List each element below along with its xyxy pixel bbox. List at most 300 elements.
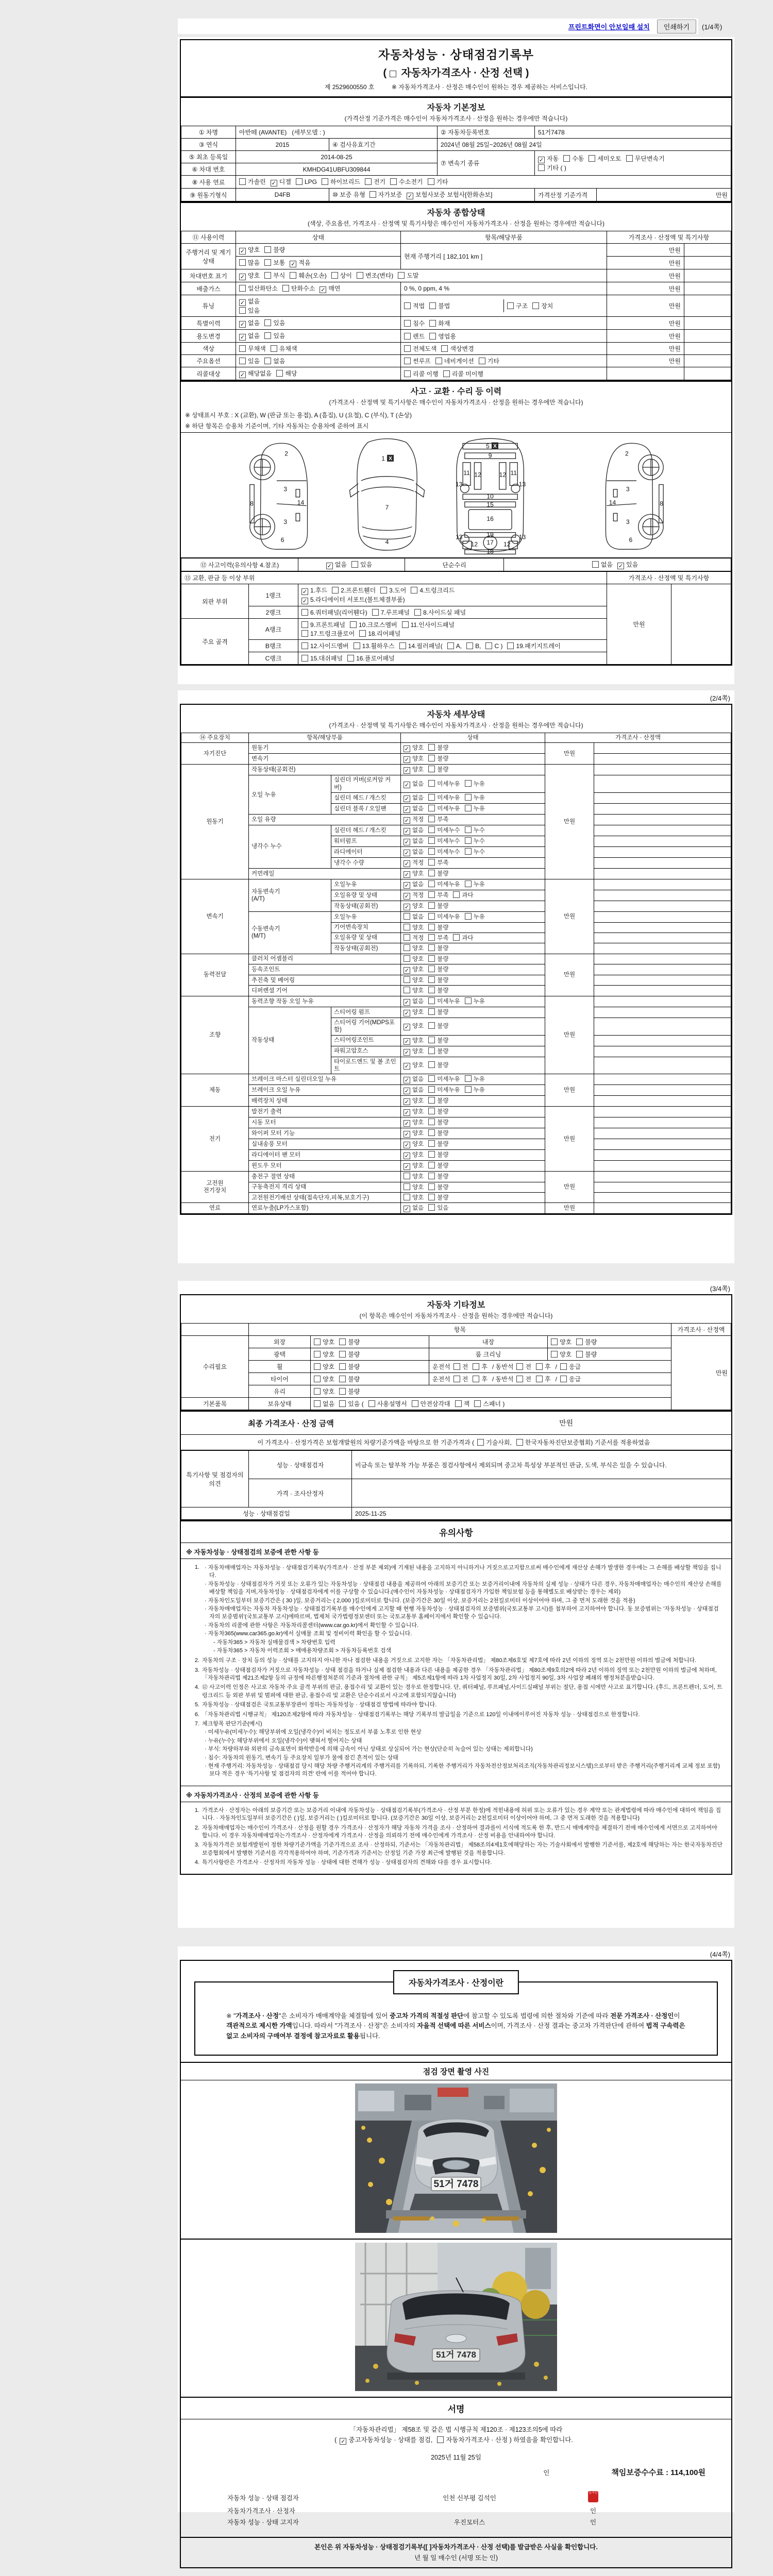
checkbox[interactable] [314, 1338, 321, 1345]
checkbox[interactable] [264, 319, 271, 326]
diagram-zone-number: 12 [503, 540, 511, 548]
checkbox[interactable] [412, 1400, 418, 1407]
tire-options [311, 1373, 429, 1385]
rank1-label: 1랭크 [249, 584, 298, 606]
checkbox[interactable] [428, 944, 435, 951]
checkbox[interactable]: ✓ [341, 2438, 346, 2445]
checkbox[interactable] [465, 997, 472, 1004]
checkbox[interactable] [404, 333, 411, 340]
checkbox[interactable]: ✓ [240, 321, 245, 328]
checkbox[interactable] [264, 332, 271, 339]
mileage-status-options [236, 244, 401, 257]
checkbox[interactable]: ✓ [404, 828, 410, 835]
checkbox[interactable]: ✓ [404, 1024, 410, 1031]
checkbox[interactable] [339, 1351, 346, 1358]
checkbox[interactable] [626, 155, 633, 162]
checkbox[interactable] [404, 924, 410, 930]
appraisal-definition-box [194, 1981, 718, 2056]
checkbox-label: 응급 [568, 1376, 581, 1383]
checkbox[interactable] [465, 837, 472, 844]
status-options [401, 815, 545, 825]
simple-repair-label: 단순수리 [405, 558, 504, 571]
checkbox[interactable] [437, 2436, 444, 2443]
diagram-zone-number: 12 [470, 540, 478, 548]
checkbox[interactable] [331, 272, 338, 279]
checkbox[interactable]: ✓ [408, 193, 413, 199]
checkbox[interactable] [485, 642, 492, 649]
checkbox[interactable] [351, 561, 358, 568]
checkbox[interactable] [453, 891, 460, 898]
checkbox[interactable] [402, 621, 409, 628]
checkbox-label: 14.필러패널( [408, 642, 443, 650]
checkbox[interactable] [290, 272, 296, 279]
diagram-zone-number: 11 [463, 469, 470, 477]
checkbox[interactable] [465, 826, 472, 833]
memo-cell [684, 330, 731, 343]
checkbox[interactable] [465, 1086, 472, 1093]
checkbox[interactable] [359, 630, 366, 637]
checkbox-label: 구조 [516, 302, 528, 310]
notice-title: 유의사항 [181, 1520, 731, 1543]
checkbox[interactable] [560, 1376, 567, 1382]
checkbox-label: 불량 [437, 924, 449, 931]
checkbox[interactable] [380, 587, 387, 594]
checkbox[interactable] [428, 1008, 435, 1015]
checkbox[interactable] [435, 358, 442, 364]
checkbox[interactable] [447, 642, 454, 649]
checkbox[interactable] [404, 320, 411, 327]
checkbox[interactable] [516, 1376, 523, 1382]
checkbox[interactable] [372, 609, 379, 616]
checkbox[interactable] [404, 944, 410, 951]
checkbox[interactable] [239, 259, 246, 266]
checkbox[interactable]: ✓ [404, 968, 410, 974]
checkbox[interactable] [428, 837, 435, 844]
checkbox[interactable] [404, 358, 411, 364]
status-options [401, 890, 545, 901]
checkbox[interactable] [239, 178, 246, 185]
checkbox[interactable] [538, 164, 545, 171]
checkbox[interactable] [264, 272, 271, 279]
checkbox-label: 있음 [273, 319, 285, 327]
checkbox[interactable] [428, 955, 435, 962]
checkbox[interactable] [314, 1363, 321, 1370]
special-history-label: 특별이력 [181, 317, 236, 330]
checkbox[interactable] [301, 609, 308, 616]
checkbox-label: 불량 [348, 1363, 360, 1370]
checkbox[interactable] [404, 955, 410, 962]
checkbox[interactable] [428, 870, 435, 876]
rank1-options [298, 584, 607, 606]
checkbox[interactable] [455, 1400, 462, 1407]
checkbox[interactable] [428, 1173, 435, 1179]
inspection-item-label: 냉각수 누수 [249, 825, 331, 869]
checkbox[interactable] [428, 1183, 435, 1190]
checkbox[interactable] [453, 934, 460, 941]
notice-bullet: · 자동차매매업자는 자동차성능 · 상태점검기록부(가격조사 · 산정 부분 제외)에 기재된 내용을 고지하지 아니하거나 거짓으로고지함으로써 매수인에게 재산상 손해가 발생한 경우에는 그 손해를 배상할 책임을 집니다. [205, 1565, 721, 1579]
checkbox[interactable] [428, 924, 435, 930]
outer-panel-label: 외판 부위 [181, 584, 249, 619]
checkbox[interactable]: ✓ [618, 563, 624, 569]
checkbox[interactable] [390, 178, 397, 185]
checkbox[interactable] [428, 997, 435, 1004]
checkbox[interactable] [474, 1400, 481, 1407]
checkbox[interactable]: ✓ [327, 563, 332, 569]
install-print-helper-link[interactable]: 프린트화면이 안보일때 설치 [568, 23, 650, 31]
checkbox[interactable] [301, 630, 308, 637]
checkbox[interactable] [332, 587, 339, 594]
checkbox-label: 있음 ( [348, 1400, 364, 1408]
checkbox[interactable]: ✓ [404, 1131, 410, 1138]
checkbox[interactable] [369, 191, 376, 198]
checkbox[interactable] [428, 987, 435, 993]
checkbox[interactable] [563, 155, 570, 162]
memo-cell [594, 825, 731, 836]
appraisal-definition-title: 자동차가격조사 · 산정이란 [393, 1970, 519, 1994]
print-toolbar [178, 19, 698, 34]
checkbox[interactable] [428, 880, 435, 887]
checkbox[interactable] [429, 333, 436, 340]
checkbox[interactable] [507, 642, 514, 649]
checkbox[interactable] [271, 345, 277, 352]
checkbox[interactable] [339, 1388, 346, 1395]
checkbox[interactable]: ✓ [404, 1077, 410, 1084]
checkbox[interactable] [576, 1351, 583, 1358]
checkbox[interactable]: ✓ [404, 850, 410, 857]
checkbox[interactable] [428, 805, 435, 811]
checkbox[interactable] [428, 744, 435, 751]
checkbox[interactable] [428, 1047, 435, 1054]
checkbox[interactable] [428, 1204, 435, 1211]
checkbox-label: 미세누유 [437, 998, 460, 1005]
checkbox[interactable]: ✓ [404, 1010, 410, 1016]
opinion-label: 특기사항 및 점검자의 의견 [181, 1450, 249, 1507]
checkbox[interactable]: ✓ [404, 796, 410, 803]
checkbox[interactable] [414, 609, 421, 616]
checkbox[interactable] [301, 621, 308, 628]
checkbox[interactable]: ✓ [302, 598, 308, 604]
checkbox[interactable]: ✓ [240, 248, 245, 255]
checkbox[interactable] [404, 934, 410, 941]
checkbox-label: 양호 [323, 1363, 335, 1370]
checkbox-label: 무단변속기 [634, 155, 665, 162]
checkbox[interactable] [479, 358, 485, 364]
checkbox[interactable] [466, 642, 473, 649]
checkbox[interactable] [239, 358, 246, 364]
checkbox[interactable] [428, 859, 435, 866]
checkbox[interactable] [429, 302, 436, 309]
checkbox[interactable]: ✓ [404, 872, 410, 878]
checkbox[interactable] [465, 780, 472, 787]
checkbox[interactable] [428, 766, 435, 772]
price-cell: 만원 [607, 317, 684, 330]
checkbox[interactable] [365, 178, 372, 185]
checkbox[interactable] [296, 178, 303, 185]
checkbox[interactable] [428, 934, 435, 941]
checkbox[interactable] [239, 345, 246, 352]
checkbox[interactable] [339, 1400, 346, 1407]
checkbox[interactable] [339, 1376, 346, 1382]
wheel-options [311, 1361, 429, 1373]
checkbox[interactable]: ✓ [404, 1206, 410, 1213]
checkbox[interactable] [350, 621, 357, 628]
checkbox[interactable] [428, 965, 435, 972]
signature-rows [191, 2491, 721, 2527]
checkbox[interactable] [428, 1075, 435, 1082]
checkbox-label: 9.프론트패널 [310, 621, 345, 629]
checkbox[interactable] [465, 1075, 472, 1082]
checkbox[interactable] [465, 880, 472, 887]
checkbox[interactable] [239, 285, 246, 292]
checkbox[interactable]: ✓ [404, 904, 410, 911]
diagram-zone-number: 3 [626, 518, 630, 526]
checkbox[interactable]: ✓ [404, 757, 410, 764]
checkbox-label: 영업용 [438, 332, 456, 340]
checkbox[interactable] [428, 755, 435, 761]
checkbox[interactable] [428, 1151, 435, 1158]
status-options [401, 1046, 545, 1057]
checkbox[interactable] [560, 1363, 567, 1370]
checkbox[interactable] [404, 976, 410, 983]
checkbox-label: 전체도색 [413, 345, 437, 352]
checkbox[interactable] [404, 1194, 410, 1200]
checkbox-label: 누유 [473, 998, 485, 1005]
reg-no-label: ② 자동차등록번호 [438, 126, 535, 139]
checkbox[interactable] [314, 1400, 321, 1407]
device-group-label: 연료 [181, 1203, 249, 1214]
checkbox[interactable] [339, 1363, 346, 1370]
print-button[interactable]: 인쇄하기 [657, 20, 696, 33]
checkbox[interactable]: ✓ [404, 818, 410, 824]
checkbox-label: 적정 [412, 860, 424, 867]
opinion-table [181, 1450, 731, 1520]
checkbox[interactable] [239, 307, 246, 314]
checkbox[interactable] [404, 1183, 410, 1190]
checkbox[interactable] [301, 642, 308, 649]
checkbox[interactable]: ✓ [404, 1063, 410, 1070]
price-cell: 만원 [545, 954, 594, 996]
memo-cell [594, 1139, 731, 1150]
checkbox[interactable]: ✓ [404, 883, 410, 889]
checkbox-label: 스패너 ) [483, 1400, 505, 1408]
section-subtitle: (가격조사 · 산정액 및 특기사항은 매수인이 자동차가격조사 · 산정을 원하는 경우에만 적습니다) [329, 399, 583, 406]
checkbox[interactable] [282, 285, 289, 292]
price-appraisal-checkbox[interactable] [390, 71, 396, 77]
checkbox[interactable] [428, 848, 435, 855]
checkbox[interactable] [589, 155, 595, 162]
checkbox[interactable] [322, 178, 328, 185]
checkbox-label: 있음 [248, 307, 260, 314]
checkbox[interactable] [428, 1086, 435, 1093]
checkbox[interactable] [473, 1376, 479, 1382]
checkbox[interactable] [473, 1363, 479, 1370]
checkbox[interactable]: ✓ [404, 1088, 410, 1095]
checkbox[interactable] [428, 891, 435, 898]
checkbox[interactable] [357, 272, 363, 279]
checkbox[interactable] [428, 1194, 435, 1200]
car-diagram-svg [181, 433, 732, 557]
checkbox[interactable] [404, 302, 411, 309]
checkbox[interactable] [398, 272, 405, 279]
checkbox[interactable]: ✓ [240, 334, 245, 341]
checkbox[interactable] [404, 345, 411, 352]
checkbox[interactable] [354, 642, 360, 649]
price-cell: 만원 [545, 1203, 594, 1214]
checkbox[interactable] [516, 1439, 523, 1446]
checkbox[interactable] [428, 1108, 435, 1114]
checkbox[interactable]: ✓ [291, 261, 296, 267]
checkbox[interactable]: ✓ [271, 180, 276, 187]
checkbox[interactable] [368, 1400, 375, 1407]
checkbox[interactable]: ✓ [302, 589, 308, 595]
checkbox[interactable] [264, 246, 271, 253]
checkbox[interactable]: ✓ [404, 893, 410, 900]
checkbox[interactable] [428, 1022, 435, 1029]
checkbox[interactable] [443, 370, 450, 377]
checkbox[interactable] [314, 1388, 321, 1395]
checkbox[interactable] [532, 302, 539, 309]
checkbox[interactable]: ✓ [404, 839, 410, 846]
checkbox[interactable] [465, 805, 472, 811]
checkbox[interactable] [428, 794, 435, 801]
checkbox[interactable] [465, 794, 472, 801]
checkbox[interactable] [404, 987, 410, 993]
checkbox[interactable]: ✓ [539, 157, 544, 163]
checkbox[interactable] [428, 1140, 435, 1147]
checkbox[interactable] [428, 902, 435, 909]
checkbox[interactable]: ✓ [404, 1164, 410, 1171]
checkbox[interactable] [428, 1037, 435, 1043]
checkbox[interactable] [404, 913, 410, 920]
photos-section-title: 점검 장면 촬영 사진 [181, 2062, 731, 2080]
checkbox[interactable]: ✓ [321, 287, 326, 293]
checkbox[interactable] [453, 1363, 460, 1370]
checkbox[interactable]: ✓ [240, 274, 245, 280]
checkbox[interactable] [428, 1097, 435, 1104]
checkbox[interactable] [551, 1338, 558, 1345]
status-options [401, 986, 545, 996]
checkbox[interactable] [314, 1376, 321, 1382]
checkbox[interactable] [264, 358, 271, 364]
inspection-validity-label: ④ 검사유효기간 [329, 139, 438, 151]
inspector-note: 비금속 또는 탈부착 가능 부품은 점검사항에서 제외되며 중고차 특성상 부분적인 판금, 도색, 부식은 있을 수 있습니다. [352, 1450, 731, 1479]
checkbox[interactable] [516, 1363, 523, 1370]
checkbox[interactable]: ✓ [240, 372, 245, 378]
checkbox[interactable] [428, 1162, 435, 1168]
checkbox[interactable] [551, 1351, 558, 1358]
checkbox[interactable] [428, 826, 435, 833]
checkbox-label: 미세누유 [437, 882, 460, 888]
overall-state-table [181, 231, 731, 380]
checkbox[interactable] [465, 913, 472, 920]
checkbox-label: 유채색 [279, 345, 297, 352]
inspection-item-label: 오일 유량 [249, 815, 401, 825]
checkbox-label: 미세누유 [437, 1076, 460, 1083]
checkbox[interactable] [399, 642, 406, 649]
checkbox-label: 불량 [437, 767, 449, 773]
checkbox[interactable] [477, 1439, 484, 1446]
checkbox[interactable] [428, 178, 434, 185]
notice-bullet: · 자동차인도일부터 보증기간은 ( 30 )일, 보증거리는 ( 2,000 )킬로미터로 합니다. (보증기간은 30일 이상, 보증거리는 2천킬로미터 이상이어야 하며, 그 중 먼저 도래한 것을 적용) [205, 1597, 635, 1604]
diagram-zone-number: 13 [518, 533, 526, 541]
reg-no-value: 51거7478 [535, 126, 731, 139]
option-text: 운전석 [432, 1363, 450, 1370]
checkbox[interactable] [339, 1338, 346, 1345]
checkbox[interactable]: ✓ [404, 782, 410, 788]
checkbox[interactable] [301, 655, 308, 662]
checkbox[interactable] [576, 1338, 583, 1345]
notice-list-1 [181, 1559, 731, 1786]
checkbox[interactable]: ✓ [404, 1121, 410, 1127]
signer-role: 자동차 성능 · 상태 점검자 [227, 2494, 299, 2502]
checkbox[interactable] [428, 1129, 435, 1136]
device-group-label: 변속기 [181, 879, 249, 954]
checkbox[interactable] [411, 587, 417, 594]
option-text: / [555, 1376, 557, 1383]
memo-cell [594, 1007, 731, 1018]
checkbox[interactable]: ✓ [404, 999, 410, 1006]
checkbox[interactable]: ✓ [240, 300, 245, 306]
notice-number: 3. [194, 1667, 199, 1673]
checkbox[interactable] [428, 976, 435, 983]
checkbox[interactable] [404, 1173, 410, 1179]
checkbox[interactable]: ✓ [404, 807, 410, 814]
checkbox[interactable]: ✓ [404, 768, 410, 774]
checkbox[interactable] [428, 780, 435, 787]
checkbox[interactable] [592, 561, 599, 568]
checkbox[interactable] [536, 1363, 543, 1370]
checkbox[interactable] [264, 259, 271, 266]
checkbox[interactable] [507, 302, 514, 309]
checkbox[interactable] [347, 655, 354, 662]
checkbox[interactable] [465, 848, 472, 855]
checkbox[interactable] [276, 370, 283, 377]
checkbox[interactable]: ✓ [404, 861, 410, 868]
checkbox[interactable] [404, 370, 411, 377]
checkbox[interactable] [429, 320, 436, 327]
checkbox[interactable]: ✓ [404, 1099, 410, 1106]
status-options [401, 1128, 545, 1139]
notice-text: 자동차의 구조 · 장치 등의 성능 · 상태를 고지하지 아니한 자나 점검한 내용을 거짓으로 고지한 자는 「자동차관리법」 제80조제6호및 제7호에 따라 2년 이하의 징역 또는 2천만원 이하의 벌금에 처합니다. [202, 1657, 697, 1664]
checkbox[interactable] [314, 1351, 321, 1358]
mileage-value: 현재 주행거리 [ 182,101 km ] [401, 244, 607, 269]
inspection-item-label: 고전원전기배선 상태(접속단자,피복,보호기구) [249, 1193, 401, 1203]
checkbox[interactable] [428, 1061, 435, 1068]
signature-section-title: 서명 [181, 2398, 731, 2419]
checkbox[interactable]: ✓ [404, 1049, 410, 1056]
checkbox-label: 불량 [437, 1141, 449, 1148]
checkbox[interactable]: ✓ [404, 1153, 410, 1160]
checkbox[interactable] [428, 913, 435, 920]
checkbox[interactable] [536, 1376, 543, 1382]
checkbox[interactable] [453, 1376, 460, 1382]
checkbox[interactable] [428, 1118, 435, 1125]
checkbox[interactable]: ✓ [404, 1142, 410, 1149]
diagram-zone-number: 6 [280, 536, 284, 544]
inspection-subitem-label: 실린더 헤드 / 개스킷 [331, 825, 401, 836]
checkbox-label: 불량 [348, 1338, 360, 1346]
inspection-item-label: 작동상태(공회전) [249, 765, 401, 775]
appraisal-basis [181, 1434, 731, 1450]
document-subtitle [181, 62, 731, 82]
checkbox[interactable]: ✓ [404, 1110, 410, 1116]
checkbox[interactable]: ✓ [404, 1038, 410, 1045]
checkbox[interactable]: ✓ [404, 746, 410, 753]
col-price-note: 가격조사 · 산정액 및 특기사항 [607, 231, 731, 244]
checkbox[interactable] [428, 816, 435, 822]
diagram-zone-number: 5 [486, 442, 490, 450]
checkbox[interactable] [441, 345, 448, 352]
